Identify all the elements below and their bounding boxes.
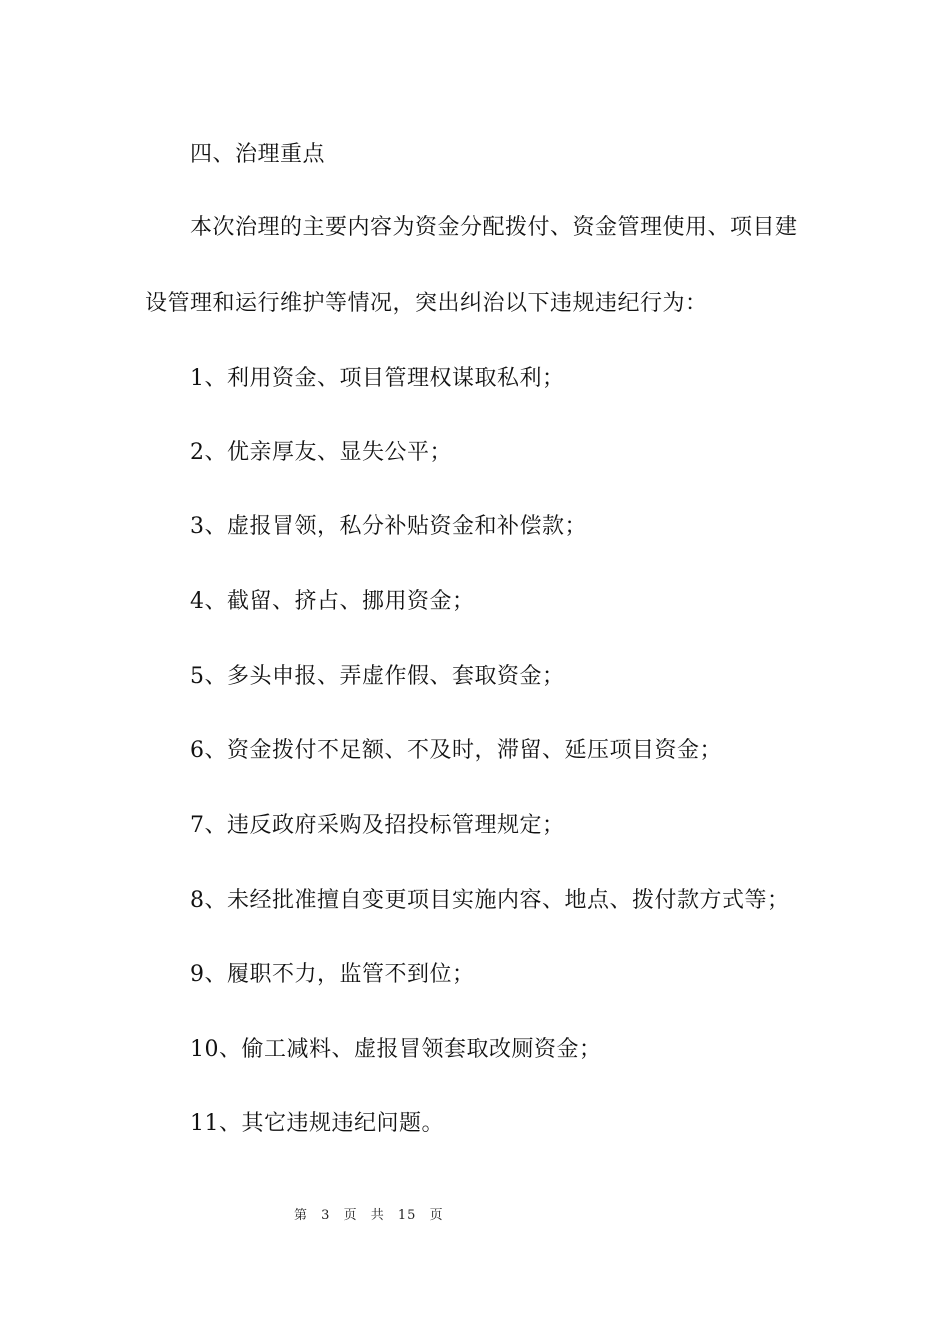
list-item: 11、其它违规违纪问题。 <box>190 1111 444 1136</box>
footer-page-word: 页 <box>343 1208 358 1223</box>
footer-total-word: 共 <box>370 1208 385 1223</box>
footer-current-page: 3 <box>321 1208 331 1223</box>
list-item: 8、未经批准擅自变更项目实施内容、地点、拨付款方式等； <box>190 888 790 913</box>
footer-total-pages: 15 <box>397 1208 417 1223</box>
list-item: 9、履职不力，监管不到位； <box>190 962 475 987</box>
footer-suffix: 页 <box>429 1208 444 1223</box>
list-item: 3、虚报冒领，私分补贴资金和补偿款； <box>190 514 587 539</box>
list-item: 5、多头申报、弄虚作假、套取资金； <box>190 664 565 689</box>
intro-paragraph-line-1: 本次治理的主要内容为资金分配拨付、资金管理使用、项目建 <box>190 215 798 240</box>
list-item: 10、偷工减料、虚报冒领套取改厕资金； <box>190 1037 602 1062</box>
list-item: 7、违反政府采购及招投标管理规定； <box>190 813 565 838</box>
footer-prefix: 第 <box>294 1208 309 1223</box>
list-item: 2、优亲厚友、显失公平； <box>190 440 452 465</box>
list-item: 4、截留、挤占、挪用资金； <box>190 589 475 614</box>
list-item: 1、利用资金、项目管理权谋取私利； <box>190 366 565 391</box>
section-heading: 四、治理重点 <box>190 142 326 167</box>
list-item: 6、资金拨付不足额、不及时，滞留、延压项目资金； <box>190 738 722 763</box>
intro-paragraph-line-2: 设管理和运行维护等情况，突出纠治以下违规违纪行为： <box>145 291 708 316</box>
page-footer <box>0 1206 950 1226</box>
